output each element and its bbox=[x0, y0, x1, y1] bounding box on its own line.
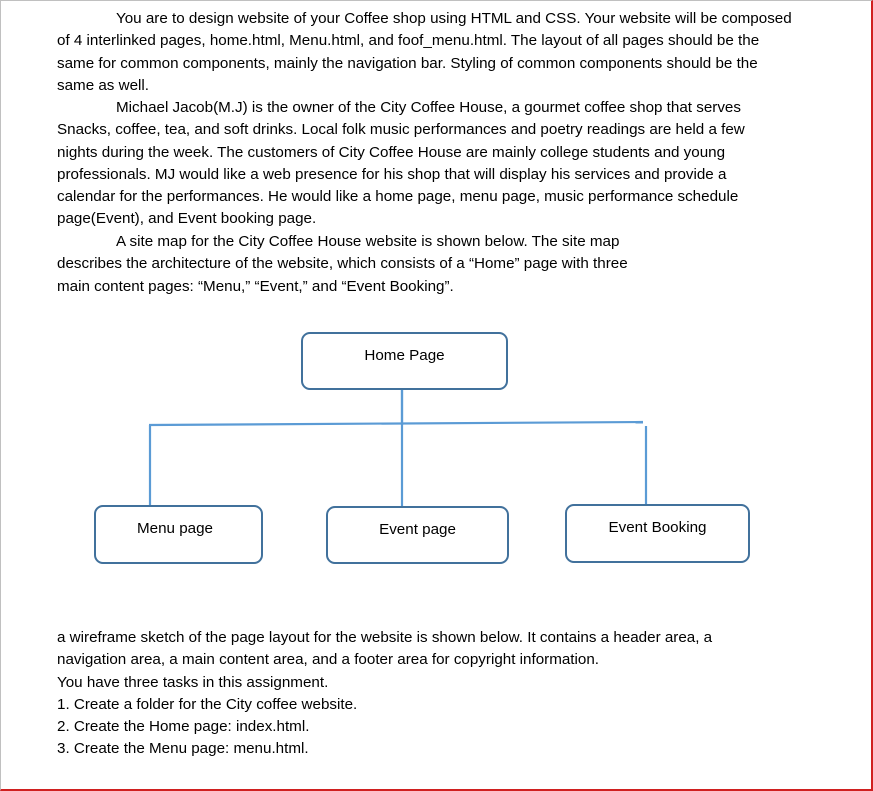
text-line: a wireframe sketch of the page layout for the website is shown below. It contains a header area, a bbox=[57, 629, 713, 646]
text-line: page(Event), and Event booking page. bbox=[57, 210, 317, 228]
wireframe-paragraph bbox=[57, 627, 847, 761]
text-line: of 4 interlinked pages, home.html, Menu.html, and foof_menu.html. The layout of all pages should be the bbox=[57, 32, 760, 50]
sitemap-event-booking-node: Event Booking bbox=[565, 504, 750, 563]
text-line: navigation area, a main content area, and a footer area for copyright information. bbox=[57, 651, 600, 669]
connector-horizontal-bar bbox=[149, 422, 643, 425]
text-line: Snacks, coffee, tea, and soft drinks. Local folk music performances and poetry readings are held a few bbox=[57, 121, 745, 139]
text-line: professionals. MJ would like a web presence for his shop that will display his services and provide a bbox=[57, 165, 727, 183]
sitemap-menu-node: Menu page bbox=[94, 505, 263, 564]
text-line: describes the architecture of the website, which consists of a “Home” page with three bbox=[57, 255, 628, 273]
sitemap-event-node: Event page bbox=[326, 506, 509, 564]
sitemap-intro-paragraph bbox=[57, 231, 847, 298]
text-line: A site map for the City Coffee House website is shown below. The site map bbox=[116, 233, 620, 250]
intro-paragraph bbox=[57, 8, 847, 97]
text-line: main content pages: “Menu,” “Event,” and “Event Booking”. bbox=[57, 277, 454, 295]
text-line: You are to design website of your Coffee shop using HTML and CSS. Your website will be composed bbox=[116, 10, 792, 27]
text-line: same as well. bbox=[57, 76, 150, 94]
text-line: calendar for the performances. He would like a home page, menu page, music performance schedule bbox=[57, 188, 739, 206]
text-line: Michael Jacob(M.J) is the owner of the City Coffee House, a gourmet coffee shop that serves bbox=[116, 99, 741, 116]
text-line: You have three tasks in this assignment. bbox=[57, 673, 329, 691]
task-item: 1. Create a folder for the City coffee website. bbox=[57, 695, 358, 713]
text-line: nights during the week. The customers of City Coffee House are mainly college students and young bbox=[57, 143, 726, 161]
text-line: same for common components, mainly the navigation bar. Styling of common components should be the bbox=[57, 54, 758, 72]
background-paragraph bbox=[57, 97, 847, 231]
task-item: 3. Create the Menu page: menu.html. bbox=[57, 740, 309, 758]
task-item: 2. Create the Home page: index.html. bbox=[57, 718, 310, 736]
sitemap-home-node: Home Page bbox=[301, 332, 508, 390]
